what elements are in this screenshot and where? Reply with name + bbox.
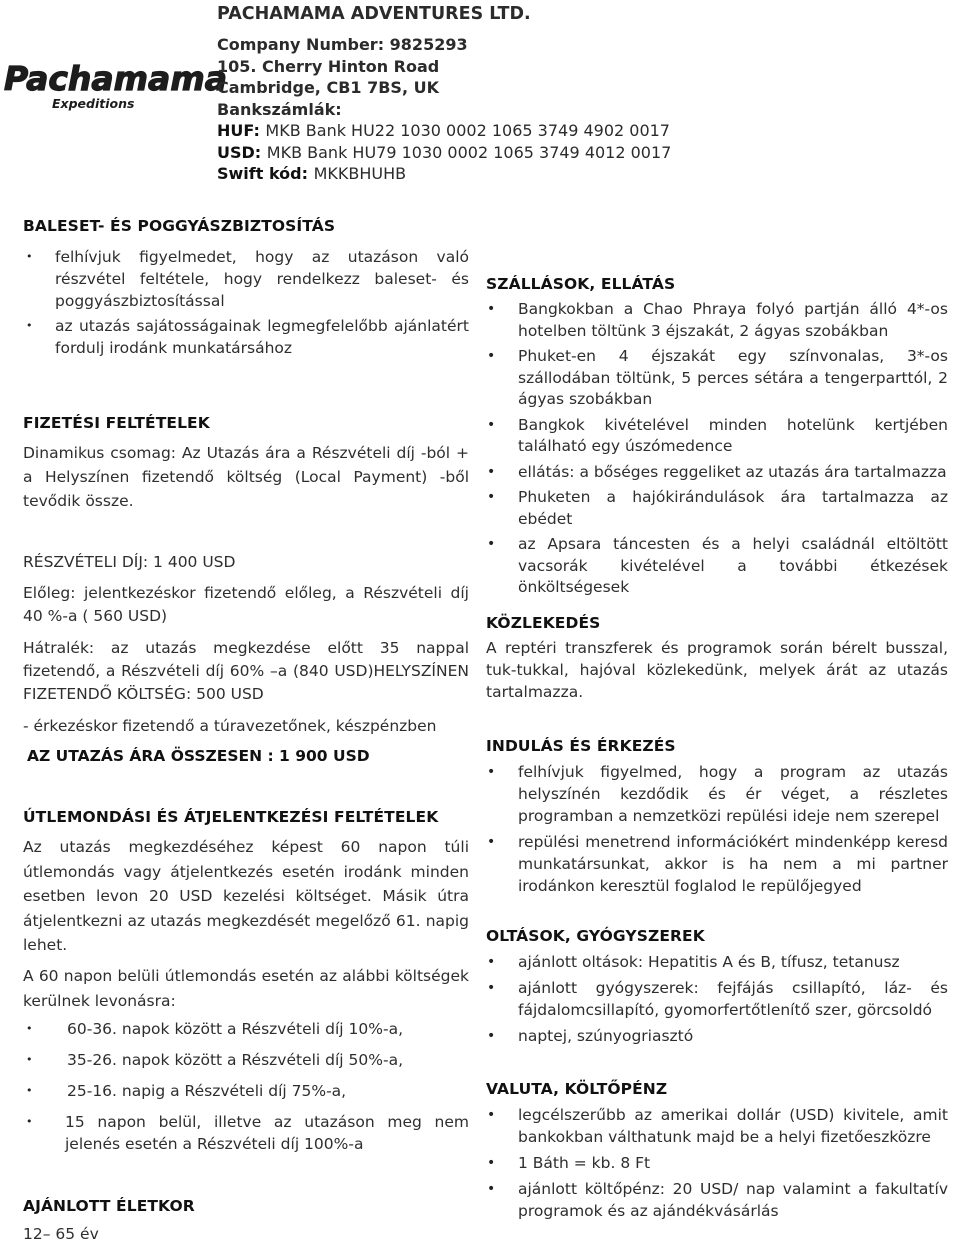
usd-account [217,142,671,164]
currency-heading: VALUTA, KÖLTŐPÉNZ [486,1080,668,1098]
local-payment-text: - érkezéskor fizetendő a túravezetőnek, készpénzben [23,717,437,735]
insurance-heading: BALESET- ÉS POGGYÁSZBIZTOSÍTÁS [23,217,336,235]
swift-label: Swift kód: [217,164,309,183]
company-details [217,2,671,185]
list-item: • legcélszerűbb az amerikai dollár (USD) kivitele, amit bankokban válthatunk majd be a helyi fizetőeszközre [486,1104,948,1148]
list-item: • repülési menetrend információkért mindenképp keresd munkatársunkat, akkor is ha nem a mi partner irodánkon keresztül foglalod le repülőjegyed [486,831,948,897]
list-item: • 25-16. napig a Részvételi díj 75%-a, [23,1080,469,1102]
usd-value: MKB Bank HU79 1030 0002 1065 3749 4012 0017 [266,142,672,162]
accommodation-heading: SZÁLLÁSOK, ELLÁTÁS [486,275,676,293]
deposit-text: Előleg: jelentkezéskor fizetendő előleg, a Részvételi díj 40 %-a ( 560 USD) [23,584,469,625]
payment-heading: FIZETÉSI FELTÉTELEK [23,414,210,432]
cancellation-text: Az utazás megkezdéséhez képest 60 napon túli útlemondás vagy átjelentkezés esetén irodánk minden esetben levon 20 USD kezelési költséget. Másik útra átjelentkezni az utazás megkezdését megelőző 61. napig lehet. [23,838,469,954]
currency-list [486,1104,948,1222]
age-heading: AJÁNLOTT ÉLETKOR [23,1197,195,1215]
logo-wordmark: Pachamama [4,59,227,98]
logo-subtitle: Expeditions [52,96,135,111]
insurance-list [23,246,469,359]
list-item: • Bangkokban a Chao Phraya folyó partján álló 4*-os hotelben töltünk 3 éjszakát, 2 ágyas szobákban [486,299,948,342]
huf-account [217,120,671,142]
company-number: Company Number: 9825293 [217,35,468,54]
list-item: • 35-26. napok között a Részvételi díj 50%-a, [23,1049,469,1071]
list-item: • 60-36. napok között a Részvételi díj 10%-a, [23,1018,469,1040]
age-value: 12– 65 év [23,1225,99,1243]
list-item: • Phuket-en 4 éjszakát egy színvonalas, 3*-os szállodában töltünk, 5 perces sétára a tengerparttól, 2 ágyas szobákban [486,346,948,411]
cancellation-heading: ÚTLEMONDÁSI ÉS ÁTJELENTKEZÉSI FELTÉTELEK [23,808,439,826]
vaccines-list [486,951,948,1047]
list-item: • ajánlott költőpénz: 20 USD/ nap valamint a fakultatív programok és az ajándékvásárlás [486,1178,948,1222]
accommodation-list [486,299,948,599]
cancellation-cost-list [23,1018,469,1155]
address-line-2: Cambridge, CB1 7BS, UK [217,78,439,97]
usd-label: USD: [217,142,262,162]
participation-fee: RÉSZVÉTELI DÍJ: 1 400 USD [23,553,236,571]
list-item: • 15 napon belül, illetve az utazáson meg nem jelenés esetén a Részvételi díj 100%-a [23,1111,469,1155]
list-item: • Bangkok kivételével minden hotelünk kertjében található egy úszómedence [486,415,948,458]
cancellation-intro: A 60 napon belüli útlemondás esetén az alábbi költségek kerülnek levonásra: [23,967,469,1010]
list-item: • felhívjuk figyelmed, hogy a program az utazás helyszínén kezdődik és ér véget, a részletes programban a nemzetközi repülési ideje nem szerepel [486,761,948,827]
list-item: • Phuketen a hajókirándulások ára tartalmazza az ebédet [486,487,948,530]
huf-label: HUF: [217,121,260,140]
list-item: • felhívjuk figyelmedet, hogy az utazáson való részvétel feltétele, hogy rendelkezz baleset- és poggyászbiztosítással [23,246,469,312]
departure-list [486,761,948,897]
vaccines-heading: OLTÁSOK, GYÓGYSZEREK [486,927,705,945]
swift-code [217,163,671,185]
bank-accounts-label: Bankszámlák: [217,99,342,119]
huf-value: MKB Bank HU22 1030 0002 1065 3749 4902 0017 [265,121,670,140]
total-price: AZ UTAZÁS ÁRA ÖSSZESEN : 1 900 USD [27,747,370,765]
list-item: • ajánlott gyógyszerek: fejfájás csillapító, láz- és fájdalomcsillapító, gyomorfertőtlenítő szer, görcsoldó [486,977,948,1021]
list-item: • ajánlott oltások: Hepatitis A és B, tífusz, tetanusz [486,951,948,973]
pachamama-logo [2,56,227,122]
list-item: • az Apsara táncesten és a helyi családnál eltöltött vacsorák kivételével a további étkezések önköltségesek [486,534,948,599]
swift-value: MKKBHUHB [313,164,407,183]
payment-text: Dinamikus csomag: Az Utazás ára a Részvételi díj -ból + a Helyszínen fizetendő költség (Local Payment) -ből tevődik össze. [23,444,469,510]
departure-heading: INDULÁS ÉS ÉRKEZÉS [486,737,676,755]
list-item: • az utazás sajátosságainak legmegfelelőbb ajánlatért fordulj irodánk munkatársához [23,315,469,359]
transport-heading: KÖZLEKEDÉS [486,614,601,632]
company-name: PACHAMAMA ADVENTURES LTD. [217,4,531,24]
transport-text: A reptéri transzferek és programok során bérelt busszal, tuk-tukkal, hajóval közlekedünk, melyek árát az utazás tartalmazza. [486,639,948,701]
list-item: • naptej, szúnyogriasztó [486,1025,948,1047]
letterhead [0,0,960,188]
balance-text: Hátralék: az utazás megkezdése előtt 35 nappal fizetendő, a Részvételi díj 60% –a (840 USD)HELYSZÍNEN FIZETENDŐ KÖLTSÉG: 500 USD [23,639,469,703]
list-item: • ellátás: a bőséges reggeliket az utazás ára tartalmazza [486,462,948,484]
address-line-1: 105. Cherry Hinton Road [217,56,440,76]
list-item: • 1 Báth = kb. 8 Ft [486,1152,948,1174]
